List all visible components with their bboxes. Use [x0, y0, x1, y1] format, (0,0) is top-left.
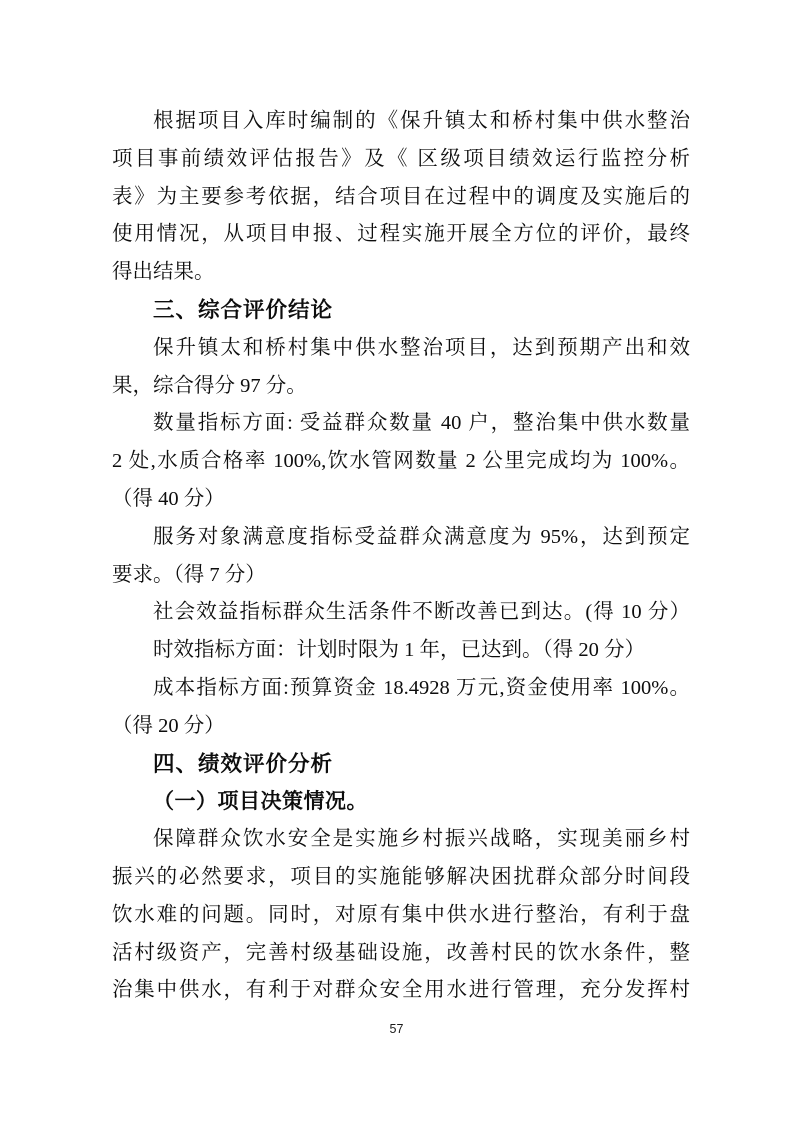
paragraph-line: 保障群众饮水安全是实施乡村振兴战略，实现美丽乡村	[153, 828, 690, 851]
paragraph-line: 要求。（得 7 分）	[112, 563, 266, 586]
paragraph-line: 保升镇太和桥村集中供水整治项目，达到预期产出和效	[153, 336, 690, 359]
document-text-block	[112, 103, 690, 1010]
paragraph-line: 项目事前绩效评估报告》及《 区级项目绩效运行监控分析	[112, 147, 690, 170]
paragraph-line: 使用情况，从项目申报、过程实施开展全方位的评价，最终	[112, 223, 690, 246]
paragraph-line: （得 20 分）	[112, 714, 225, 737]
section-heading-comprehensive-conclusion: 三、综合评价结论	[153, 297, 334, 322]
section-heading-performance-analysis: 四、绩效评价分析	[153, 751, 334, 776]
subsection-heading-project-decision: （一）项目决策情况。	[153, 789, 368, 814]
paragraph-line: 根据项目入库时编制的《保升镇太和桥村集中供水整治	[153, 110, 690, 132]
paragraph-line: 治集中供水，有利于对群众安全用水进行管理，充分发挥村	[112, 979, 690, 1002]
paragraph-line: 成本指标方面:预算资金 18.4928 万元,资金使用率 100%。	[153, 676, 690, 699]
paragraph-line: 社会效益指标群众生活条件不断改善已到达。(得 10 分）	[153, 601, 690, 624]
paragraph-line: 果，综合得分 97 分。	[112, 374, 307, 397]
paragraph-line: 饮水难的问题。同时，对原有集中供水进行整治，有利于盘	[112, 903, 690, 926]
page-number: 57	[389, 1022, 404, 1036]
paragraph-line: 得出结果。	[112, 261, 215, 284]
paragraph-line: 表》为主要参考依据，结合项目在过程中的调度及实施后的	[112, 185, 690, 208]
paragraph-line: 服务对象满意度指标受益群众满意度为 95%，达到预定	[153, 525, 690, 548]
paragraph-line: 活村级资产，完善村级基础设施，改善村民的饮水条件，整	[112, 941, 690, 964]
paragraph-line: 数量指标方面: 受益群众数量 40 户，整治集中供水数量	[153, 412, 690, 435]
paragraph-line: 时效指标方面：计划时限为 1 年，已达到。（得 20 分）	[153, 639, 645, 662]
paragraph-line: （得 40 分）	[112, 487, 225, 510]
paragraph-line: 振兴的必然要求，项目的实施能够解决困扰群众部分时间段	[112, 865, 690, 888]
paragraph-line: 2 处,水质合格率 100%,饮水管网数量 2 公里完成均为 100%。	[112, 450, 690, 473]
